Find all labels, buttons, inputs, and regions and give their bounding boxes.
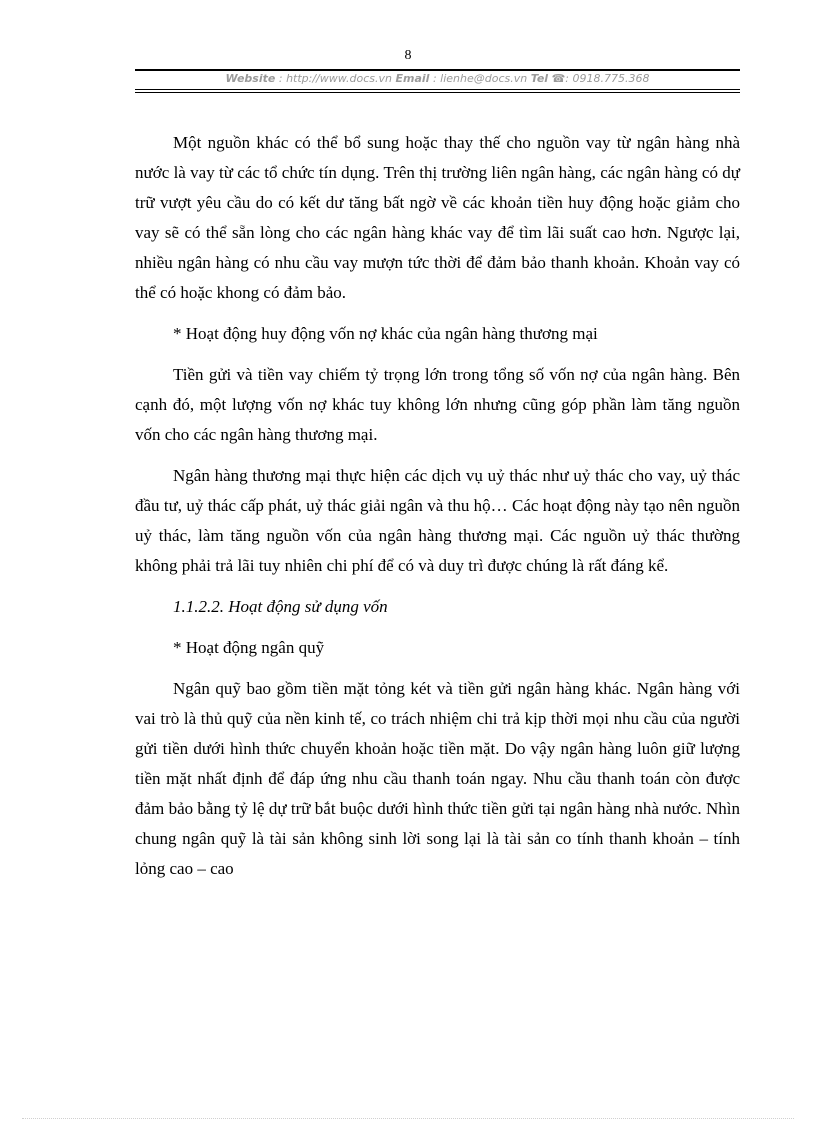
email-label: Email [395, 72, 430, 85]
email-link[interactable]: lienhe@docs.vn [440, 72, 528, 85]
website-sep: : [275, 72, 287, 85]
tel-sep: : [565, 72, 573, 85]
footer-dotted-rule [22, 1118, 794, 1119]
email-sep: : [429, 72, 441, 85]
subheading: * Hoạt động ngân quỹ [173, 638, 325, 657]
paragraph: Ngân hàng thương mại thực hiện các dịch vụ uỷ thác như uỷ thác cho vay, uỷ thác đầu tư, uỷ thác cấp phát, uỷ thác giải ngân và thu hộ… Các hoạt động này tạo nên nguồn uỷ thác, làm tăng nguồn vốn của ngân hàng thương mại. Các nguồn uỷ thác thường không phải trả lãi tuy nhiên chi phí để có và duy trì được chúng là rất đáng kể. [135, 466, 740, 575]
header-rule-bottom [135, 89, 740, 90]
paragraph: Tiền gửi và tiền vay chiếm tỷ trọng lớn trong tổng số vốn nợ của ngân hàng. Bên cạnh đó, một lượng vốn nợ khác tuy không lớn nhưng cũng góp phần làm tăng nguồn vốn cho các ngân hàng thương mại. [135, 365, 740, 444]
header-rule-bottom-double [135, 92, 740, 93]
page-number: 8 [404, 48, 412, 63]
subheading: * Hoạt động huy động vốn nợ khác của ngân hàng thương mại [173, 324, 598, 343]
telephone-icon: ☎ [551, 72, 566, 85]
document-body [135, 128, 740, 895]
paragraph: Một nguồn khác có thể bổ sung hoặc thay thế cho nguồn vay từ ngân hàng nhà nước là vay từ các tổ chức tín dụng. Trên thị trường liên ngân hàng, các ngân hàng có dự trữ vượt yêu cầu do có kết dư tăng bất ngờ về các khoản tiền huy động hoặc giảm cho vay sẽ có thể sẵn lòng cho các ngân hàng khác vay để tìm lãi suất cao hơn. Ngược lại, nhiều ngân hàng có nhu cầu vay mượn tức thời để đảm bảo thanh khoản. Khoản vay có thể có hoặc khong có đảm bảo. [135, 133, 740, 302]
paragraph: Ngân quỹ bao gồm tiền mặt tỏng két và tiền gửi ngân hàng khác. Ngân hàng với vai trò là thủ quỹ của nền kinh tế, co trách nhiệm chi trả kịp thời mọi nhu cầu của người gửi tiền dưới hình thức chuyển khoản hoặc tiền mặt. Do vậy ngân hàng luôn giữ lượng tiền mặt nhất định để đáp ứng nhu cầu thanh toán ngay. Nhu cầu thanh toán còn được đảm bảo bằng tỷ lệ dự trữ bắt buộc dưới hình thức tiền gửi tại ngân hàng nhà nước. Nhìn chung ngân quỹ là tài sản không sinh lời song lại là tài sản co tính thanh khoản – tính lỏng cao – cao [135, 679, 740, 878]
header-contact-line [135, 72, 740, 85]
header-rule-top [135, 69, 740, 71]
section-heading: 1.1.2.2. Hoạt động sử dụng vốn [173, 597, 388, 616]
website-link[interactable]: http://www.docs.vn [286, 72, 393, 85]
tel-value: 0918.775.368 [572, 72, 650, 85]
tel-label: Tel [530, 72, 549, 85]
website-label: Website [225, 72, 276, 85]
